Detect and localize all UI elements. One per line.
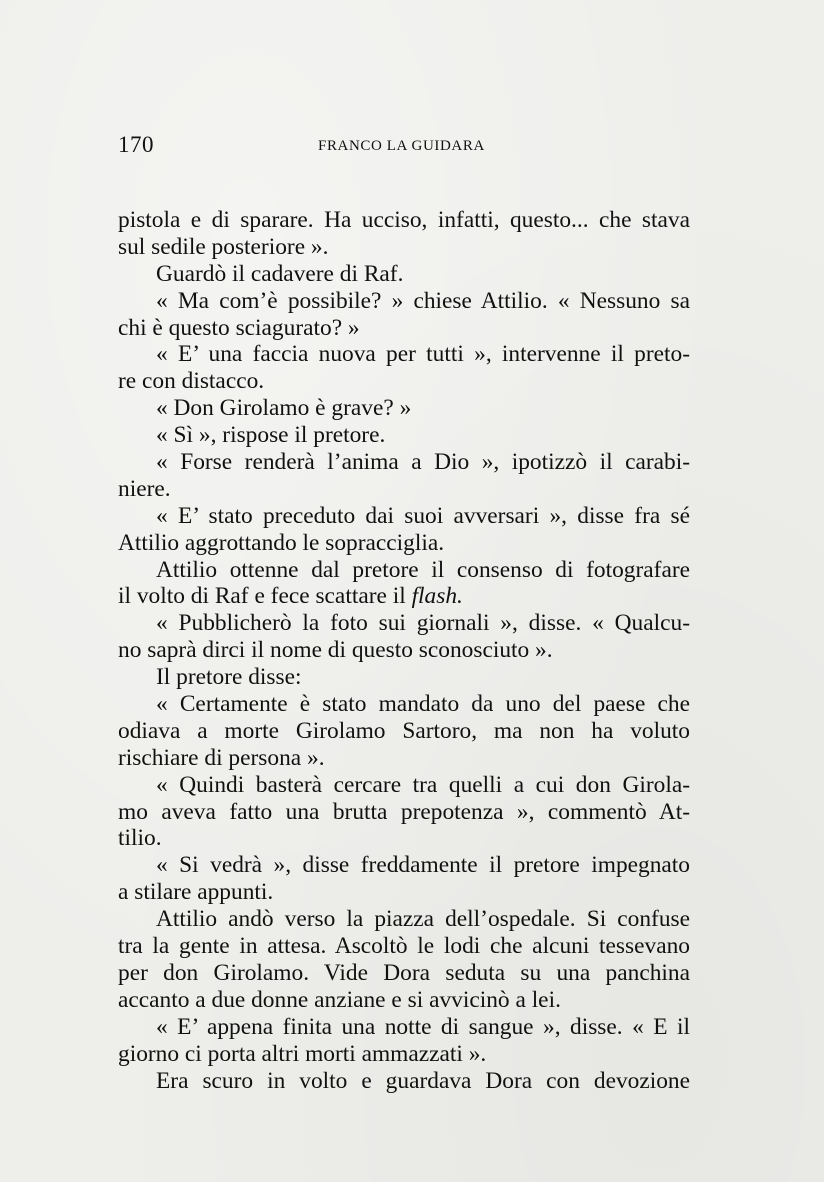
text-line-content: « Forse renderà l’anima a Dio », ipotizzò il carabi- — [156, 449, 690, 476]
text-line — [118, 825, 690, 852]
text-line — [118, 987, 690, 1014]
text-line — [118, 960, 690, 987]
text-line-content: tilio. — [118, 825, 162, 852]
text-line-content: il volto di Raf e fece scattare il — [118, 583, 412, 610]
text-line — [118, 368, 690, 395]
text-line-content: Attilio aggrottando le sopracciglia. — [118, 529, 445, 556]
text-line-content: Attilio andò verso la piazza dell’ospedale. Si confuse — [156, 906, 690, 933]
text-line — [118, 1041, 690, 1068]
text-line-content: chi è questo sciagurato? » — [118, 314, 360, 341]
text-line — [118, 557, 690, 584]
text-line — [118, 583, 690, 610]
text-line — [118, 288, 690, 315]
text-line-content: sul sedile posteriore ». — [118, 233, 329, 260]
text-line-content: no saprà dirci il nome di questo sconosciuto ». — [118, 637, 553, 664]
text-line — [118, 906, 690, 933]
page-number: 170 — [118, 132, 154, 157]
text-line-content: « Certamente è stato mandato da uno del paese che — [156, 691, 690, 718]
text-line — [118, 207, 690, 234]
text-line — [118, 879, 690, 906]
text-line-content: « Pubblicherò la foto sui giornali », disse. « Qualcu- — [156, 610, 690, 637]
text-line — [118, 637, 690, 664]
text-line-content: a stilare appunti. — [118, 879, 274, 906]
text-line-content: Guardò il cadavere di Raf. — [156, 260, 404, 287]
text-line-content: « E’ stato preceduto dai suoi avversari », disse fra sé — [156, 502, 690, 529]
text-line-content: Attilio ottenne dal pretore il consenso di fotografare — [156, 556, 690, 583]
text-line-content: « E’ appena finita una notte di sangue », disse. « E il — [156, 1013, 690, 1040]
text-line-content: odiava a morte Girolamo Sartoro, ma non ha voluto — [118, 717, 690, 744]
text-line-content: per don Girolamo. Vide Dora seduta su una panchina — [118, 959, 690, 986]
text-line — [118, 422, 690, 449]
page-header — [118, 132, 698, 162]
body-text — [118, 207, 690, 1094]
text-line-content: « Si vedrà », disse freddamente il pretore impegnato — [156, 852, 690, 879]
text-line — [118, 772, 690, 799]
text-line-content: rischiare di persona ». — [118, 744, 325, 771]
text-line-content: niere. — [118, 475, 171, 502]
text-line-content: accanto a due donne anziane e si avvicinò a lei. — [118, 986, 561, 1013]
text-line-content: mo aveva fatto una brutta prepotenza », commentò At- — [118, 798, 690, 825]
text-line — [118, 395, 690, 422]
text-line-content: Era scuro in volto e guardava Dora con devozione — [156, 1067, 690, 1094]
text-line-content: « Ma com’è possibile? » chiese Attilio. « Nessuno sa — [156, 287, 690, 314]
text-line-content: « Sì », rispose il pretore. — [156, 422, 386, 449]
text-line — [118, 852, 690, 879]
text-line — [118, 718, 690, 745]
text-line — [118, 933, 690, 960]
text-line — [118, 234, 690, 261]
text-line-content: « E’ una faccia nuova per tutti », intervenne il preto- — [156, 341, 690, 368]
text-line — [118, 341, 690, 368]
italic-word: flash. — [411, 583, 463, 610]
text-line — [118, 476, 690, 503]
text-line — [118, 610, 690, 637]
text-line — [118, 1014, 690, 1041]
text-line-content: Il pretore disse: — [156, 664, 302, 691]
text-line — [118, 1068, 690, 1095]
running-head: FRANCO LA GUIDARA — [318, 138, 485, 154]
text-line — [118, 664, 690, 691]
text-line — [118, 530, 690, 557]
text-line-content: re con distacco. — [118, 368, 265, 395]
text-line — [118, 449, 690, 476]
text-line — [118, 745, 690, 772]
text-line-content: giorno ci porta altri morti ammazzati ». — [118, 1040, 487, 1067]
text-line — [118, 503, 690, 530]
text-line — [118, 315, 690, 342]
text-line-content: « Quindi basterà cercare tra quelli a cui don Girola- — [156, 771, 690, 798]
text-line-content: « Don Girolamo è grave? » — [156, 395, 412, 422]
text-line — [118, 261, 690, 288]
text-line-content: pistola e di sparare. Ha ucciso, infatti, questo... che stava — [118, 207, 690, 233]
text-line-content: tra la gente in attesa. Ascoltò le lodi che alcuni tessevano — [118, 933, 690, 960]
text-line — [118, 799, 690, 826]
text-line — [118, 691, 690, 718]
